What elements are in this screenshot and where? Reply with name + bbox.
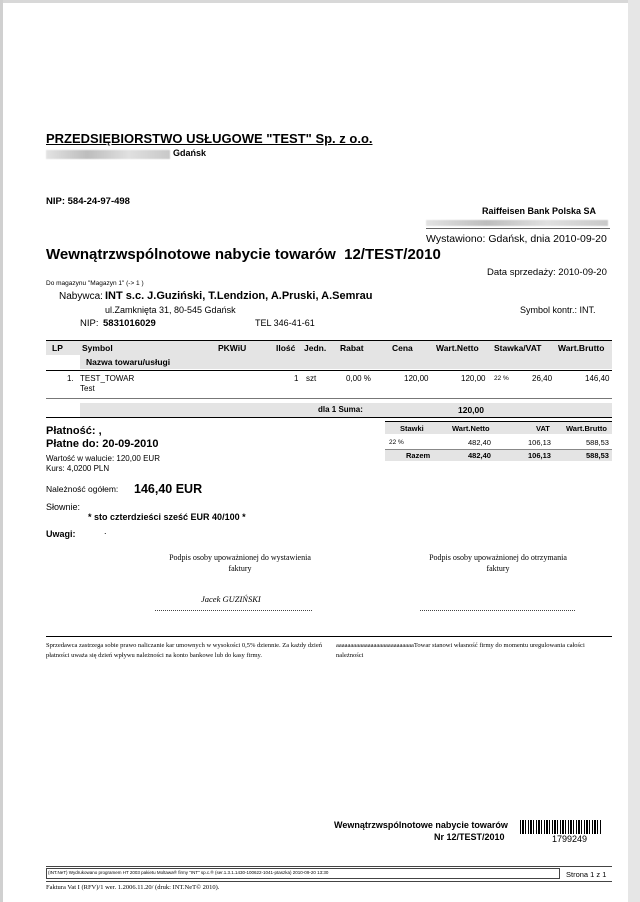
scan-top-edge [0, 0, 640, 3]
warehouse-line: Do magazynu "Magazyn 1" (-> 1 ) [46, 280, 144, 287]
vat-row-net: 482,40 [468, 438, 491, 447]
issuer-signature-label: Podpis osoby upoważnionej do wystawienia faktury [169, 553, 311, 573]
col-unit: Jedn. [304, 343, 327, 353]
bank-name: Raiffeisen Bank Polska SA [482, 206, 597, 216]
row-lp: 1. [67, 374, 74, 383]
row-symbol: TEST_TOWAR [80, 374, 135, 383]
buyer-nip: 5831016029 [103, 318, 156, 329]
footer-top-rule [46, 866, 612, 867]
vat-col-gross: Wart.Brutto [566, 424, 607, 433]
table-row-rule [46, 398, 612, 399]
redacted-account [426, 220, 608, 226]
terms-top-rule [46, 636, 612, 637]
row-rate: 22 % [494, 375, 509, 382]
vat-row-gross: 588,53 [586, 438, 609, 447]
vat-total-gross: 588,53 [586, 451, 609, 460]
notes-label: Uwagi: [46, 529, 76, 539]
col-vat-rate: Stawka/VAT [494, 343, 542, 353]
buyer-label: Nabywca: [59, 291, 103, 302]
seller-nip: NIP: 584-24-97-498 [46, 196, 130, 207]
page-indicator: Strona 1 z 1 [566, 870, 607, 879]
col-net: Wart.Netto [436, 343, 479, 353]
col-discount: Rabat [340, 343, 364, 353]
buyer-nip-label: NIP: [80, 318, 99, 329]
vat-col-rate: Stawki [400, 424, 424, 433]
sum-value: 120,00 [458, 405, 484, 415]
document-number: 12/TEST/2010 [344, 246, 441, 263]
col-price: Cena [392, 343, 413, 353]
barcode-icon [520, 820, 602, 834]
terms-penalty: Sprzedawca zastrzega sobie prawo naliczanie kar umownych w wysokości 0,5% dziennie. Za każdy dzień płatności uważa się dzień wpływu należności na konto bankowe lub do kasy firmy. [46, 642, 322, 659]
payment-method: Płatność: , [46, 425, 102, 437]
currency-value: Wartość w walucie: 120,00 EUR [46, 454, 160, 463]
row-vat: 26,40 [532, 374, 553, 383]
scan-left-edge [0, 0, 3, 902]
barcode-number: 1799249 [552, 834, 588, 844]
bottom-doc-title: Wewnątrzwspólnotowe nabycie towarów [334, 820, 508, 830]
buyer-phone: TEL 346-41-61 [255, 318, 315, 328]
sum-label: dla 1 Suma: [318, 405, 363, 414]
buyer-name: INT s.c. J.Guziński, T.Lendzion, A.Pruski, A.Semrau [105, 290, 373, 302]
sale-date: Data sprzedaży: 2010-09-20 [487, 267, 607, 278]
vat-row-rate: 22 % [389, 439, 404, 446]
row-qty: 1 [294, 374, 299, 383]
issue-place-date: Wystawiono: Gdańsk, dnia 2010-09-20 [426, 233, 607, 245]
seller-name: PRZEDSIĘBIORSTWO USŁUGOWE "TEST" Sp. z o.o. [46, 131, 373, 146]
col-gross: Wart.Brutto [558, 343, 605, 353]
vat-col-net: Wart.Netto [452, 424, 490, 433]
scan-right-edge [628, 0, 640, 902]
row-price: 120,00 [404, 374, 429, 383]
total-value: 146,40 EUR [134, 482, 203, 496]
col-lp: LP [52, 343, 63, 353]
receiver-signature-line [420, 610, 575, 611]
buyer-address: ul.Zamknięta 31, 80-545 Gdańsk [105, 305, 236, 315]
footer-bottom-rule [46, 881, 612, 882]
terms-ownership: aaaaaaaaaaaaaaaaaaaaaaaaaaaTowar stanowi własność firmy do momentu uregulowania całości należności [336, 642, 585, 659]
footer-program: (INT.NeT) Wydrukowano programem HT 2003 pakietu Moltawa® firmy "INT" sp.c.® (ser.1.3.1.1430-100622-1041-ptaszka) 2010-09-20 13:30 [48, 870, 329, 875]
vat-total-rule [385, 449, 612, 450]
vat-total-vat: 106,13 [528, 451, 551, 460]
buyer-symbol: Symbol kontr.: INT. [520, 305, 596, 315]
vat-row-vat: 106,13 [528, 438, 551, 447]
total-label: Należność ogółem: [46, 484, 119, 494]
sum-bottom-rule [46, 417, 612, 418]
payment-due: Płatne do: 20-09-2010 [46, 438, 159, 450]
vat-total-label: Razem [406, 451, 431, 460]
col-name: Nazwa towaru/usługi [86, 357, 171, 367]
table-header-rule [46, 370, 612, 371]
bank-underline [426, 228, 610, 229]
exchange-rate: Kurs: 4,0200 PLN [46, 464, 110, 473]
vat-col-vat: VAT [536, 424, 550, 433]
receiver-signature-label: Podpis osoby upoważnionej do otrzymania faktury [429, 553, 567, 573]
amount-in-words: * sto czterdzieści sześć EUR 40/100 * [88, 512, 246, 522]
col-qty: Ilość [276, 343, 296, 353]
bottom-doc-number: Nr 12/TEST/2010 [434, 832, 505, 842]
issuer-signature-line [155, 610, 312, 611]
notes-value: . [104, 526, 107, 536]
row-gross: 146,40 [585, 374, 610, 383]
document-type: Wewnątrzwspólnotowe nabycie towarów [46, 246, 336, 263]
col-symbol: Symbol [82, 343, 113, 353]
words-label: Słownie: [46, 502, 81, 512]
col-pkwiu: PKWiU [218, 343, 247, 353]
issuer-name: Jacek GUZIŃSKI [201, 594, 261, 604]
row-net: 120,00 [461, 374, 486, 383]
row-name: Test [80, 384, 95, 393]
row-discount: 0,00 % [346, 374, 371, 383]
redacted-address [46, 150, 170, 159]
row-unit: szt [306, 374, 317, 383]
document-title [46, 246, 441, 263]
vat-total-net: 482,40 [468, 451, 491, 460]
print-info: Faktura Vat I (RFV)/1 wer. 1.2006.11.20/ (druk: INT.NeT© 2010). [46, 884, 220, 891]
seller-city: Gdańsk [173, 148, 207, 158]
